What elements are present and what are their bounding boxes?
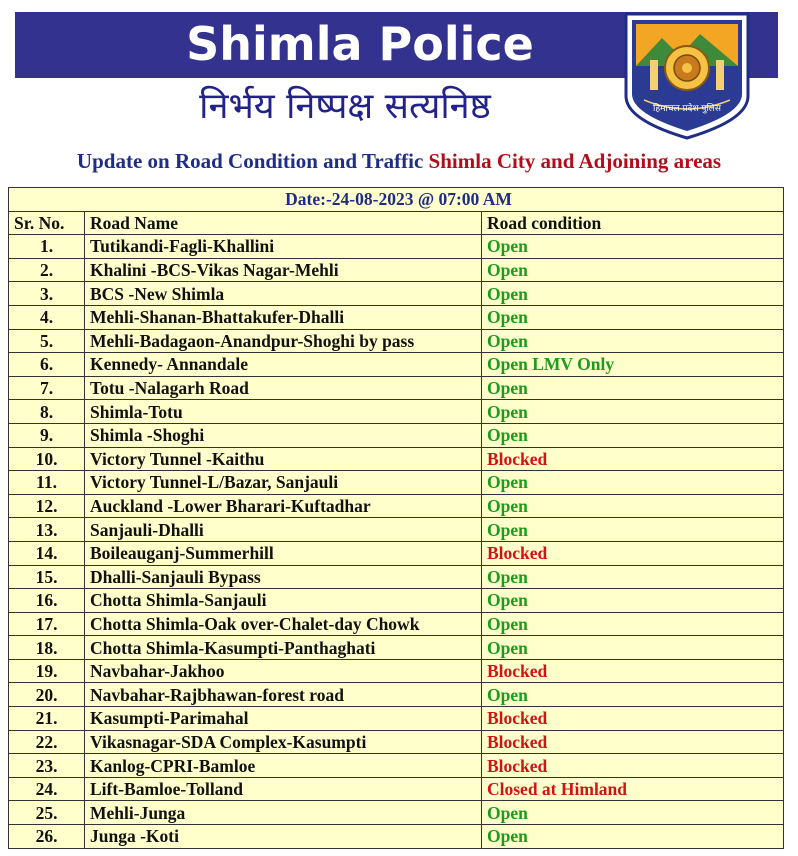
subtitle-part-2: Shimla City and Adjoining areas (428, 149, 722, 173)
road-name-cell: Mehli-Junga (85, 801, 482, 825)
sr-number-cell: 17. (9, 612, 85, 636)
road-name-cell: Dhalli-Sanjauli Bypass (85, 565, 482, 589)
road-name-cell: Boileauganj-Summerhill (85, 541, 482, 565)
table-row (9, 777, 784, 801)
sr-number-cell: 10. (9, 447, 85, 471)
sr-number-cell: 2. (9, 258, 85, 282)
sr-number-cell: 24. (9, 777, 85, 801)
sr-number-cell: 4. (9, 305, 85, 329)
road-condition-cell: Blocked (482, 447, 784, 471)
sr-number-cell: 19. (9, 659, 85, 683)
road-name-cell: Kanlog-CPRI-Bamloe (85, 754, 482, 778)
table-row (9, 258, 784, 282)
table-row (9, 825, 784, 849)
report-date: Date:-24-08-2023 @ 07:00 AM (9, 188, 784, 212)
sr-number-cell: 11. (9, 471, 85, 495)
sr-number-cell: 25. (9, 801, 85, 825)
table-row (9, 423, 784, 447)
page-title: Shimla Police (186, 17, 534, 71)
road-name-cell: Shimla -Shoghi (85, 423, 482, 447)
table-row (9, 754, 784, 778)
sr-number-cell: 15. (9, 565, 85, 589)
table-row (9, 636, 784, 660)
road-condition-cell: Open (482, 801, 784, 825)
road-name-cell: Shimla-Totu (85, 400, 482, 424)
table-row (9, 565, 784, 589)
table-row (9, 471, 784, 495)
table-row (9, 659, 784, 683)
police-badge-logo (622, 8, 752, 142)
sr-number-cell: 6. (9, 353, 85, 377)
road-name-cell: Victory Tunnel -Kaithu (85, 447, 482, 471)
table-row (9, 683, 784, 707)
table-row (9, 235, 784, 259)
road-condition-cell: Open (482, 282, 784, 306)
table-row (9, 494, 784, 518)
road-condition-cell: Open (482, 400, 784, 424)
road-condition-cell: Open (482, 423, 784, 447)
document-subtitle (0, 147, 798, 175)
road-condition-cell: Blocked (482, 659, 784, 683)
road-name-cell: Chotta Shimla-Sanjauli (85, 589, 482, 613)
road-name-cell: Mehli-Shanan-Bhattakufer-Dhalli (85, 305, 482, 329)
table-row (9, 541, 784, 565)
header-row (9, 211, 784, 235)
road-condition-cell: Open (482, 825, 784, 849)
road-name-cell: Tutikandi-Fagli-Khallini (85, 235, 482, 259)
sr-number-cell: 3. (9, 282, 85, 306)
road-condition-cell: Open (482, 494, 784, 518)
sr-number-cell: 23. (9, 754, 85, 778)
road-condition-cell: Open (482, 376, 784, 400)
column-header-road-name: Road Name (85, 211, 482, 235)
sr-number-cell: 14. (9, 541, 85, 565)
date-row (9, 188, 784, 212)
table-row (9, 518, 784, 542)
road-name-cell: Chotta Shimla-Oak over-Chalet-day Chowk (85, 612, 482, 636)
road-condition-cell: Blocked (482, 730, 784, 754)
road-name-cell: Navbahar-Rajbhawan-forest road (85, 683, 482, 707)
road-name-cell: Kennedy- Annandale (85, 353, 482, 377)
road-condition-cell: Open (482, 612, 784, 636)
table-row (9, 612, 784, 636)
road-name-cell: Mehli-Badagaon-Anandpur-Shoghi by pass (85, 329, 482, 353)
motto-text: निर्भय निष्पक्ष सत्यनिष्ठ (199, 86, 491, 127)
road-name-cell: Totu -Nalagarh Road (85, 376, 482, 400)
column-header-road-condition: Road condition (482, 211, 784, 235)
road-condition-cell: Closed at Himland (482, 777, 784, 801)
road-name-cell: Navbahar-Jakhoo (85, 659, 482, 683)
road-condition-cell: Blocked (482, 541, 784, 565)
road-condition-cell: Open (482, 589, 784, 613)
road-name-cell: Kasumpti-Parimahal (85, 707, 482, 731)
sr-number-cell: 13. (9, 518, 85, 542)
road-name-cell: Victory Tunnel-L/Bazar, Sanjauli (85, 471, 482, 495)
sr-number-cell: 16. (9, 589, 85, 613)
road-name-cell: BCS -New Shimla (85, 282, 482, 306)
table-row (9, 707, 784, 731)
table-row (9, 801, 784, 825)
sr-number-cell: 21. (9, 707, 85, 731)
road-name-cell: Auckland -Lower Bharari-Kuftadhar (85, 494, 482, 518)
table-row (9, 400, 784, 424)
sr-number-cell: 12. (9, 494, 85, 518)
sr-number-cell: 18. (9, 636, 85, 660)
sr-number-cell: 5. (9, 329, 85, 353)
road-condition-cell: Open (482, 565, 784, 589)
sr-number-cell: 22. (9, 730, 85, 754)
road-condition-cell: Open (482, 329, 784, 353)
road-condition-cell: Open (482, 636, 784, 660)
road-name-cell: Vikasnagar-SDA Complex-Kasumpti (85, 730, 482, 754)
table-row (9, 447, 784, 471)
sr-number-cell: 9. (9, 423, 85, 447)
road-name-cell: Chotta Shimla-Kasumpti-Panthaghati (85, 636, 482, 660)
road-condition-cell: Open (482, 258, 784, 282)
road-condition-cell: Open (482, 471, 784, 495)
road-name-cell: Khalini -BCS-Vikas Nagar-Mehli (85, 258, 482, 282)
table-row (9, 282, 784, 306)
road-condition-cell: Open (482, 235, 784, 259)
sr-number-cell: 26. (9, 825, 85, 849)
road-condition-table (8, 187, 784, 849)
road-condition-cell: Open LMV Only (482, 353, 784, 377)
road-name-cell: Sanjauli-Dhalli (85, 518, 482, 542)
road-condition-cell: Open (482, 518, 784, 542)
sr-number-cell: 1. (9, 235, 85, 259)
table-row (9, 730, 784, 754)
table-row (9, 329, 784, 353)
sr-number-cell: 7. (9, 376, 85, 400)
table-row (9, 589, 784, 613)
table-row (9, 376, 784, 400)
sr-number-cell: 20. (9, 683, 85, 707)
road-condition-cell: Blocked (482, 754, 784, 778)
road-condition-cell: Open (482, 683, 784, 707)
table-row (9, 353, 784, 377)
sr-number-cell: 8. (9, 400, 85, 424)
column-header-sr-no: Sr. No. (9, 211, 85, 235)
table-row (9, 305, 784, 329)
road-name-cell: Lift-Bamloe-Tolland (85, 777, 482, 801)
road-name-cell: Junga -Koti (85, 825, 482, 849)
road-condition-cell: Open (482, 305, 784, 329)
logo-caption: हिमाचल प्रदेश पुलिस (652, 104, 722, 114)
subtitle-part-1: Update on Road Condition and Traffic (76, 149, 424, 173)
road-condition-cell: Blocked (482, 707, 784, 731)
